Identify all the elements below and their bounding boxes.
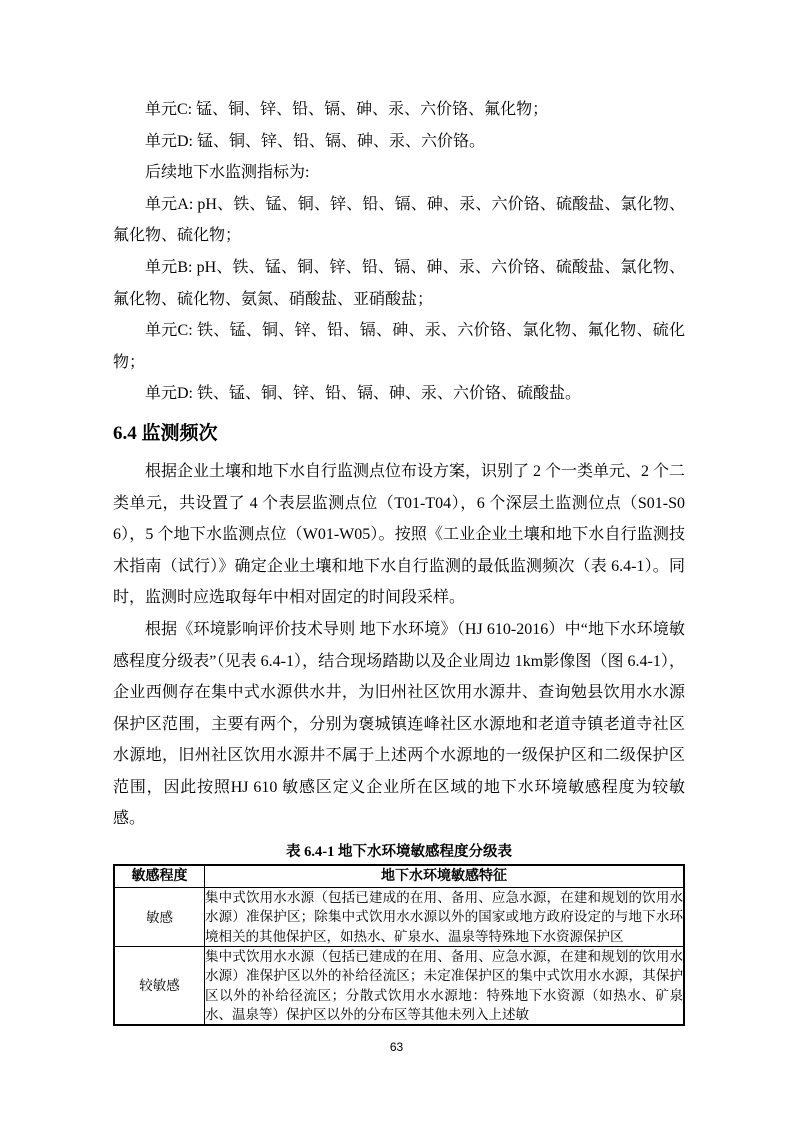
- paragraph-monitoring-frequency: 根据企业土壤和地下水自行监测点位布设方案，识别了 2 个一类单元、2 个二类单元，共设置了 4 个表层监测点位（T01-T04），6 个深层土监测位点（S01-S06），5 个地下水监测点位（W01-W05）。按照《工业企业土壤和地下水自行监测技术指南（试行）》确定企业土壤和地下水自行监测的最低监测频次（表 6.4-1）。同时，监测时应选取每年中相对固定的时间段采样。: [113, 462, 686, 607]
- table-header-row: [114, 865, 684, 888]
- table-caption: 表 6.4-1 地下水环境敏感程度分级表: [286, 844, 512, 861]
- table-header-feature: 地下水环境敏感特征: [205, 865, 685, 888]
- table-header-level: 敏感程度: [114, 865, 205, 888]
- cell-feature-sensitive: 集中式饮用水水源（包括已建成的在用、备用、应急水源，在建和规划的饮用水水源）准保护区；除集中式饮用水水源以外的国家或地方政府设定的与地下水环境相关的其他保护区，如热水、矿泉水、温泉等特殊地下水资源保护区: [205, 888, 685, 947]
- section-heading: 6.4 监测频次: [113, 422, 218, 444]
- paragraph-sensitivity-analysis: 根据《环境影响评价技术导则 地下水环境》（HJ 610-2016）中“地下水环境敏感程度分级表”（见表 6.4-1），结合现场踏勘以及企业周边 1km影像图（图 6.4-1），企业西侧存在集中式水源供水井，为旧州社区饮用水源井、查询勉县饮用水水源保护区范围，主要有两个，分别为褒城镇连峰社区水源地和老道寺镇老道寺社区水源地，旧州社区饮用水源井不属于上述两个水源地的一级保护区和二级保护区范围，因此按照HJ 610 敏感区定义企业所在区域的地下水环境敏感程度为较敏感。: [113, 620, 685, 828]
- paragraph-unit-b-gw: 单元B: pH、铁、锰、铜、锌、铅、镉、砷、汞、六价铬、硫酸盐、氯化物、氟化物、硫化物、氨氮、硝酸盐、亚硝酸盐；: [113, 258, 685, 308]
- table-row: [114, 946, 684, 1025]
- page-number: 63: [389, 1040, 404, 1054]
- cell-feature-less-sensitive: 集中式饮用水水源（包括已建成的在用、备用、应急水源，在建和规划的饮用水水源）准保护区以外的补给径流区；未定准保护区的集中式饮用水水源，其保护区以外的补给径流区；分散式饮用水水源地：特殊地下水资源（如热水、矿泉水、温泉等）保护区以外的分布区等其他未列入上述敏: [205, 946, 685, 1025]
- page-content: [113, 94, 685, 1026]
- paragraph-unit-d-gw: 单元D: 铁、锰、铜、锌、铅、镉、砷、汞、六价铬、硫酸盐。: [145, 385, 582, 403]
- paragraph-unit-c-gw: 单元C: 铁、锰、铜、锌、铅、镉、砷、汞、六价铬、氯化物、氟化物、硫化物；: [113, 322, 685, 371]
- cell-level-sensitive: 敏感: [114, 888, 205, 947]
- paragraph-unit-a-gw: 单元A: pH、铁、锰、铜、锌、铅、镉、砷、汞、六价铬、硫酸盐、氯化物、氟化物、硫化物；: [113, 195, 685, 245]
- paragraph-groundwater-intro: 后续地下水监测指标为:: [145, 164, 310, 182]
- paragraph-unit-d-soil: 单元D: 锰、铜、锌、铅、镉、砷、汞、六价铬。: [145, 132, 486, 150]
- sensitivity-grading-table: [113, 864, 685, 1026]
- cell-level-less-sensitive: 较敏感: [114, 946, 205, 1025]
- paragraph-unit-c-soil: 单元C: 锰、铜、锌、铅、镉、砷、汞、六价铬、氟化物；: [145, 101, 549, 118]
- table-row: [114, 888, 684, 947]
